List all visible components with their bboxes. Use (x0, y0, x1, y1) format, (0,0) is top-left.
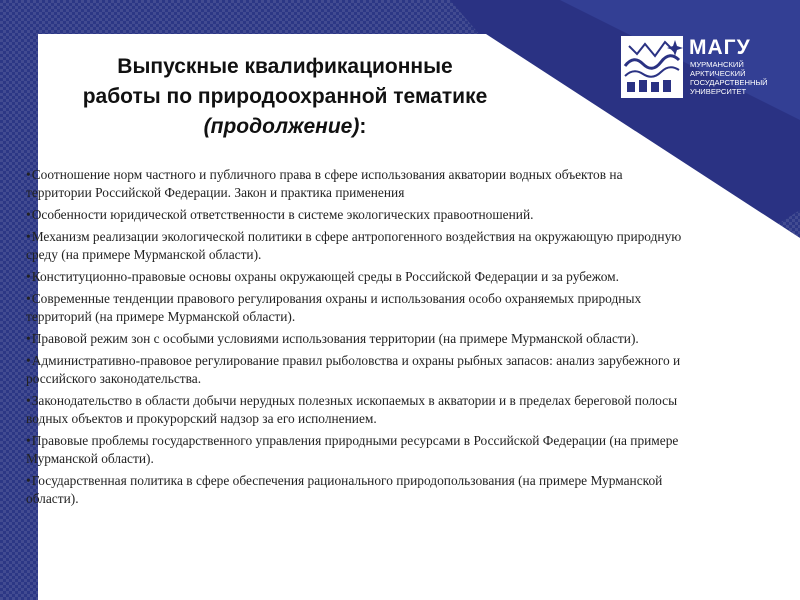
topic-text: Современные тенденции правового регулирования охраны и использования особо охраняемых природных территорий (на примере Мурманской области). (26, 291, 642, 324)
topic-text: Административно-правовое регулирование правил рыболовства и охраны рыбных запасов: анализ зарубежного и российского законодательства. (26, 353, 681, 386)
topic-text: Конституционно-правовые основы охраны окружающей среды в Российской Федерации и за рубежом. (31, 269, 619, 284)
topic-text: Государственная политика в сфере обеспечения рационального природопользования (на примере Мурманской области). (26, 473, 663, 506)
slide-title-colon: : (359, 115, 367, 138)
slide-title (40, 52, 530, 142)
topic-list-item (26, 392, 690, 428)
topic-list-item (26, 472, 690, 508)
topic-list (26, 166, 690, 512)
bullet-marker: • (26, 207, 31, 222)
bullet-marker: • (26, 393, 31, 408)
bullet-marker: • (26, 291, 31, 306)
topic-list-item (26, 268, 690, 286)
topic-text: Законодательство в области добычи нерудных полезных ископаемых в акватории и в пределах береговой полосы водных объектов и прокурорский надзор за его исполнением. (26, 393, 678, 426)
university-full-name-line: УНИВЕРСИТЕТ (690, 87, 747, 96)
topic-text: Особенности юридической ответственности в системе экологических правоотношений. (31, 207, 534, 222)
bullet-marker: • (26, 269, 31, 284)
bullet-marker: • (26, 353, 31, 368)
university-name: МАГУ (689, 36, 751, 59)
bullet-marker: • (26, 331, 31, 346)
bullet-marker: • (26, 167, 31, 182)
topic-list-item (26, 432, 690, 468)
topic-list-item (26, 166, 690, 202)
university-full-name-line: ГОСУДАРСТВЕННЫЙ (690, 78, 768, 87)
university-logo (621, 36, 791, 116)
topic-text: Правовые проблемы государственного управления природными ресурсами в Российской Федерации (на примере Мурманской области). (26, 433, 679, 466)
topic-list-item (26, 228, 690, 264)
topic-text: Соотношение норм частного и публичного права в сфере использования акватории водных объектов на территории Российской Федерации. Закон и практика применения (26, 167, 623, 200)
university-emblem-icon (621, 36, 683, 98)
bullet-marker: • (26, 473, 31, 488)
university-full-name-line: МУРМАНСКИЙ (690, 60, 744, 69)
bullet-marker: • (26, 433, 31, 448)
topic-list-item (26, 290, 690, 326)
topic-list-item (26, 206, 690, 224)
slide-title-line-1: Выпускные квалификационные (117, 55, 453, 78)
slide-title-line-3 (40, 112, 530, 142)
bullet-marker: • (26, 229, 31, 244)
topic-text: Механизм реализации экологической политики в сфере антропогенного воздействия на окружающую природную среду (на примере Мурманской области). (26, 229, 682, 262)
topic-list-item (26, 352, 690, 388)
topic-text: Правовой режим зон с особыми условиями использования территории (на примере Мурманской области). (31, 331, 639, 346)
slide-title-continuation: (продолжение) (203, 115, 360, 138)
university-full-name (690, 60, 768, 96)
slide-title-line-2: работы по природоохранной тематике (82, 85, 488, 108)
topic-list-item (26, 330, 690, 348)
university-full-name-line: АРКТИЧЕСКИЙ (690, 69, 746, 78)
